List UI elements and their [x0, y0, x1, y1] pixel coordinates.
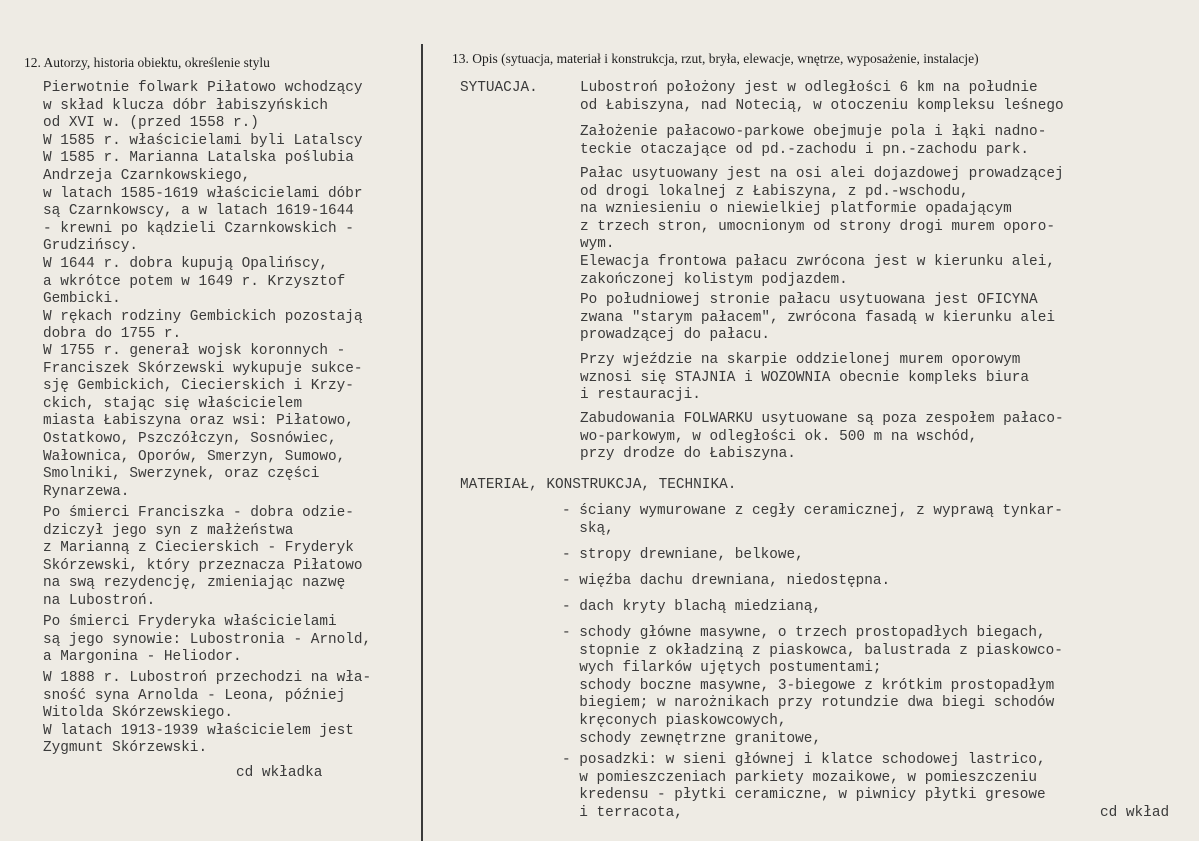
text-line: miasta Łabiszyna oraz wsi: Piłatowo, [43, 413, 354, 430]
sytuacja-label: SYTUACJA. [460, 80, 538, 96]
text-line: Grudzińscy. [43, 238, 138, 255]
text-line: zwana "starym pałacem", zwrócona fasadą w kierunku alei [580, 309, 1055, 326]
text-line: Smolniki, Swerzynek, oraz części [43, 466, 320, 483]
text-line: - schody główne masywne, o trzech prostopadłych biegach, [562, 625, 1046, 641]
text-line: Wałownica, Oporów, Smerzyn, Sumowo, [43, 448, 346, 465]
sytuacja-paragraph-3 [580, 166, 1064, 289]
text-line: na Lubostroń. [43, 592, 156, 609]
material-item-roof-truss [562, 573, 890, 591]
text-line: W 1755 r. generał wojsk koronnych - [43, 343, 346, 359]
sytuacja-paragraph-4 [580, 292, 1055, 345]
text-line: dziczył jego syn z małżeństwa [43, 522, 294, 539]
text-line: - dach kryty blachą miedzianą, [562, 599, 822, 615]
text-line: Gembicki. [43, 291, 121, 308]
text-line: Założenie pałacowo-parkowe obejmuje pola i łąki nadno- [580, 124, 1047, 140]
text-line: przy drodze do Łabiszyna. [580, 446, 796, 463]
text-line: Rynarzewa. [43, 483, 130, 500]
text-line: - krewni po kądzieli Czarnkowskich - [43, 220, 354, 237]
text-line: sję Gembickich, Ciecierskich i Krzy- [43, 378, 354, 395]
text-line: W 1888 r. Lubostroń przechodzi na wła- [43, 670, 372, 686]
sytuacja-paragraph-2 [580, 124, 1046, 159]
text-line: w latach 1585-1619 właścicielami dóbr [43, 185, 363, 202]
text-line: schody zewnętrzne granitowe, [562, 730, 822, 747]
text-line: na wzniesieniu o niewielkiej platformie opadającym [580, 201, 1012, 218]
text-line: - ściany wymurowane z cegły ceramicznej, z wyprawą tynkar- [562, 503, 1063, 519]
sytuacja-paragraph-1 [580, 80, 1064, 115]
text-line: na swą rezydencję, zmieniając nazwę [43, 575, 346, 592]
text-line: biegiem; w narożnikach przy rotundzie dwa biegi schodów [562, 695, 1055, 712]
history-paragraph-3 [43, 505, 363, 611]
text-line: wo-parkowym, w odległości ok. 500 m na wschód, [580, 428, 978, 445]
text-line: - więźba dachu drewniana, niedostępna. [562, 573, 891, 589]
material-item-stairs [562, 625, 1063, 748]
text-line: z trzech stron, umocnionym od strony drogi murem oporo- [580, 218, 1055, 235]
text-line: Andrzeja Czarnkowskiego, [43, 167, 251, 184]
text-line: kredensu - płytki ceramiczne, w piwnicy płytki gresowe [562, 787, 1046, 804]
material-item-floors [562, 752, 1046, 822]
text-line: Po śmierci Franciszka - dobra odzie- [43, 505, 354, 521]
material-item-ceilings [562, 547, 804, 565]
history-paragraph-1 [43, 80, 363, 344]
text-line: prowadzącej do pałacu. [580, 327, 770, 344]
text-line: Witolda Skórzewskiego. [43, 705, 233, 722]
text-line: są Czarnkowscy, a w latach 1619-1644 [43, 203, 354, 220]
left-continuation-note: cd wkładka [236, 765, 323, 781]
text-line: ską, [562, 520, 614, 537]
text-line: wym. [580, 236, 615, 253]
text-line: sność syna Arnolda - Leona, później [43, 687, 346, 704]
text-line: - posadzki: w sieni głównej i klatce schodowej lastrico, [562, 752, 1046, 768]
right-section-heading: 13. Opis (sytuacja, materiał i konstrukcja, rzut, bryła, elewacje, wnętrze, wyposażenie, instalacje) [452, 51, 979, 66]
text-line: Po śmierci Fryderyka właścicielami [43, 614, 337, 630]
sytuacja-paragraph-6 [580, 411, 1064, 464]
text-line: Zabudowania FOLWARKU usytuowane są poza zespołem pałaco- [580, 411, 1064, 427]
text-line: W latach 1913-1939 właścicielem jest [43, 722, 354, 739]
material-heading: MATERIAŁ, KONSTRUKCJA, TECHNIKA. [460, 477, 737, 493]
right-continuation-note: cd wkład [1100, 805, 1170, 821]
text-line: Lubostroń położony jest w odległości 6 km na południe [580, 80, 1038, 96]
text-line: Pałac usytuowany jest na osi alei dojazdowej prowadzącej [580, 166, 1064, 182]
text-line: ckich, stając się właścicielem [43, 395, 303, 412]
material-item-roofing [562, 599, 821, 617]
text-line: W 1644 r. dobra kupują Opalińscy, [43, 255, 328, 272]
text-line: wych filarków ujętych postumentami; [562, 660, 882, 677]
text-line: a Margonina - Heliodor. [43, 649, 242, 666]
text-line: W rękach rodziny Gembickich pozostają [43, 308, 363, 325]
history-paragraph-5 [43, 670, 371, 758]
material-item-walls [562, 503, 1063, 538]
text-line: Po południowej stronie pałacu usytuowana jest OFICYNA [580, 292, 1038, 308]
text-line: Przy wjeździe na skarpie oddzielonej murem oporowym [580, 352, 1021, 368]
text-line: a wkrótce potem w 1649 r. Krzysztof [43, 273, 346, 290]
text-line: wznosi się STAJNIA i WOZOWNIA obecnie kompleks biura [580, 369, 1030, 386]
text-line: kręconych piaskowcowych, [562, 712, 787, 729]
sytuacja-paragraph-5 [580, 352, 1029, 405]
text-line: są jego synowie: Lubostronia - Arnold, [43, 631, 372, 648]
text-line: W 1585 r. właścicielami byli Latalscy [43, 132, 363, 149]
text-line: - stropy drewniane, belkowe, [562, 547, 804, 563]
text-line: zakończonej kolistym podjazdem. [580, 271, 848, 288]
text-line: W 1585 r. Marianna Latalska poślubia [43, 150, 354, 167]
text-line: Elewacja frontowa pałacu zwrócona jest w kierunku alei, [580, 253, 1055, 270]
text-line: w skład klucza dóbr łabiszyńskich [43, 97, 328, 114]
text-line: Zygmunt Skórzewski. [43, 740, 208, 757]
text-line: od Łabiszyna, nad Notecią, w otoczeniu kompleksu leśnego [580, 97, 1064, 114]
text-line: i restauracji. [580, 387, 701, 404]
left-section-heading: 12. Autorzy, historia obiektu, określenie stylu [24, 55, 270, 70]
column-divider [421, 44, 423, 841]
history-paragraph-2 [43, 343, 363, 501]
text-line: i terracota, [562, 804, 683, 821]
text-line: w pomieszczeniach parkiety mozaikowe, w pomieszczeniu [562, 769, 1037, 786]
text-line: Ostatkowo, Pszczółczyn, Sosnówiec, [43, 430, 337, 447]
text-line: Franciszek Skórzewski wykupuje sukce- [43, 360, 363, 377]
history-paragraph-4 [43, 614, 371, 667]
text-line: teckie otaczające od pd.-zachodu i pn.-zachodu park. [580, 141, 1030, 158]
text-line: od drogi lokalnej z Łabiszyna, z pd.-wschodu, [580, 183, 969, 200]
text-line: od XVI w. (przed 1558 r.) [43, 115, 259, 132]
text-line: Skórzewski, który przeznacza Piłatowo [43, 557, 363, 574]
text-line: schody boczne masywne, 3-biegowe z krótkim prostopadłym [562, 677, 1055, 694]
text-line: dobra do 1755 r. [43, 326, 182, 343]
text-line: z Marianną z Ciecierskich - Fryderyk [43, 540, 354, 557]
text-line: stopnie z okładziną z piaskowca, balustrada z piaskowco- [562, 642, 1063, 659]
text-line: Pierwotnie folwark Piłatowo wchodzący [43, 80, 363, 96]
